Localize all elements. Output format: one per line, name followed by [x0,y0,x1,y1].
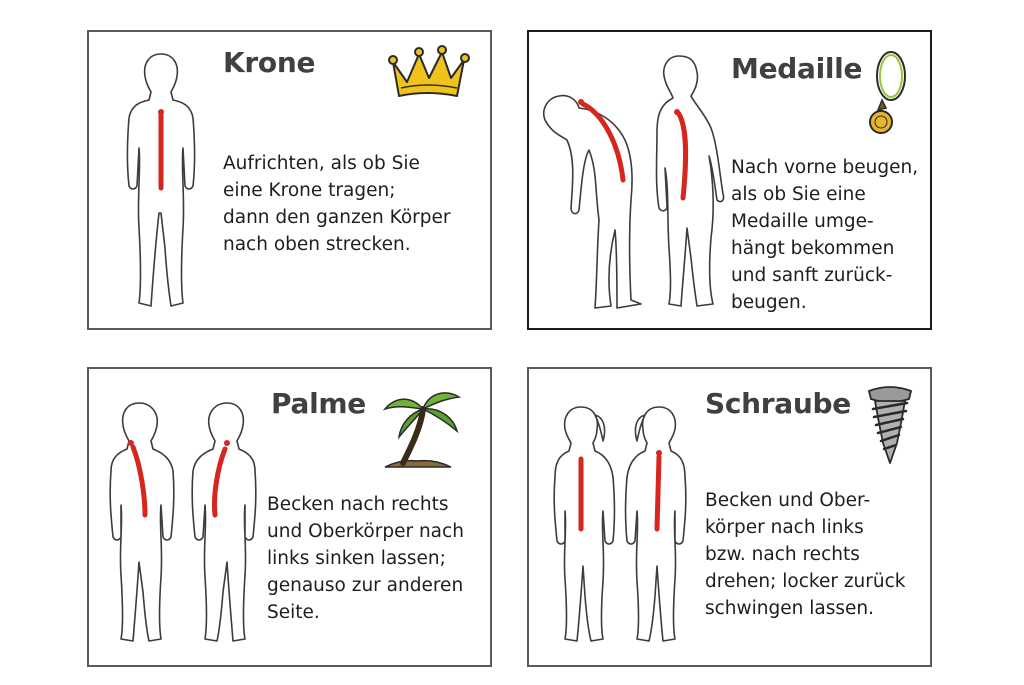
card-title: Schraube [705,387,851,420]
figure-back [185,397,265,647]
figure-twisted [619,401,695,647]
figure-side [545,401,621,647]
palm-tree-icon [381,387,463,469]
card-title: Medaille [731,52,863,85]
card-description: Nach vorne beugen, als ob Sie eine Medaille umge- hängt bekommen und sanft zurück- beugen. [731,157,919,313]
arched-figure [647,48,727,312]
card-title: Palme [271,387,366,420]
card-description: Becken und Ober- körper nach links bzw. nach rechts drehen; locker zurück schwingen lassen. [705,490,906,619]
card-description: Aufrichten, als ob Sie eine Krone tragen; dann den ganzen Körper nach oben strecken. [223,153,451,255]
card-description: Becken nach rechts und Oberkörper nach links sinken lassen; genauso zur anderen Seite. [267,494,464,623]
card-krone [87,30,492,330]
screw-icon [865,383,915,465]
medal-icon [864,46,914,138]
card-medaille [527,30,932,330]
standing-figure [121,48,201,310]
card-schraube [527,367,932,667]
card-title: Krone [223,46,316,79]
card-palme [87,367,492,667]
figure-front [101,397,181,647]
crown-icon [387,44,469,104]
bending-figure [537,80,642,312]
